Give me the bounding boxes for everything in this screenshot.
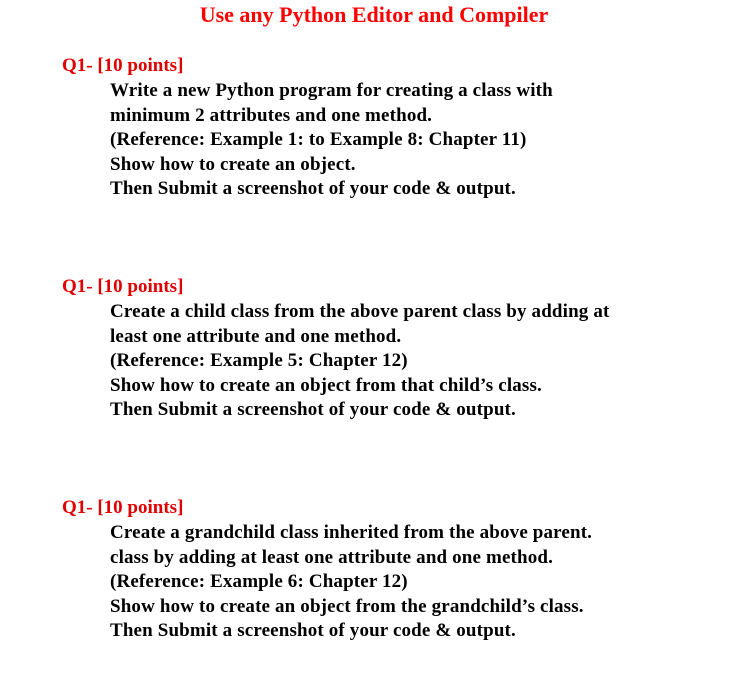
- question-line: Then Submit a screenshot of your code & output.: [110, 178, 516, 200]
- question-line: least one attribute and one method.: [110, 325, 402, 347]
- question-heading: Q1- [10 points]: [62, 276, 184, 297]
- question-line: Then Submit a screenshot of your code & output.: [110, 620, 516, 642]
- question-heading: Q1- [10 points]: [62, 497, 184, 518]
- question-line: Show how to create an object from that child’s class.: [110, 374, 542, 396]
- question-line: Show how to create an object from the grandchild’s class.: [110, 595, 584, 617]
- question-line: Then Submit a screenshot of your code & output.: [110, 399, 516, 421]
- question-line: class by adding at least one attribute and one method.: [110, 546, 554, 568]
- question-line: (Reference: Example 5: Chapter 12): [110, 350, 408, 372]
- question-line: Show how to create an object.: [110, 153, 356, 175]
- question-line: Create a child class from the above parent class by adding at: [110, 301, 610, 322]
- question-line: (Reference: Example 1: to Example 8: Chapter 11): [110, 129, 527, 151]
- question-line: Write a new Python program for creating a class with: [110, 80, 553, 101]
- question-text: [110, 521, 592, 644]
- question-heading: Q1- [10 points]: [62, 55, 184, 76]
- question-line: (Reference: Example 6: Chapter 12): [110, 571, 408, 593]
- question-text: [110, 300, 609, 423]
- question-line: Create a grandchild class inherited from the above parent.: [110, 522, 593, 543]
- page-title: Use any Python Editor and Compiler: [199, 2, 549, 27]
- question-text: [110, 79, 553, 202]
- question-line: minimum 2 attributes and one method.: [110, 104, 433, 126]
